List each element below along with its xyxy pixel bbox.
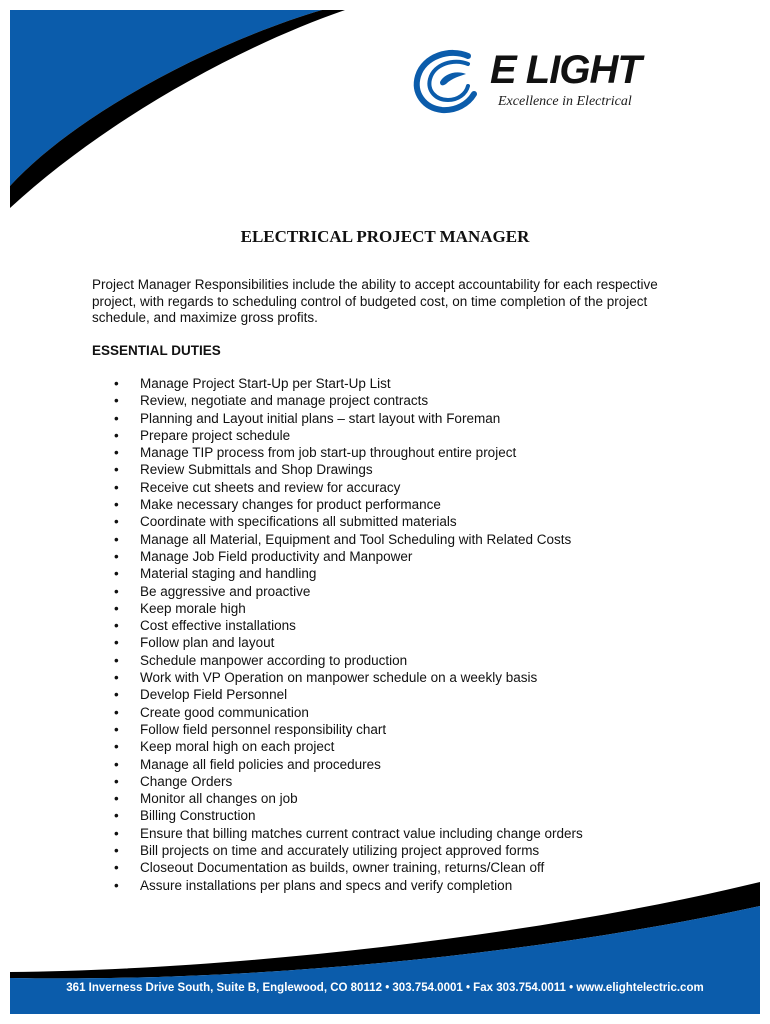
duty-text: Manage Project Start-Up per Start-Up List bbox=[140, 376, 391, 391]
duty-text: Develop Field Personnel bbox=[140, 687, 288, 703]
duty-text: Follow plan and layout bbox=[140, 635, 275, 651]
bullet: • bbox=[114, 600, 119, 616]
duty-text: Prepare project schedule bbox=[140, 427, 291, 443]
bullet: • bbox=[114, 773, 119, 789]
bullet: • bbox=[114, 721, 119, 737]
bullet: • bbox=[114, 583, 119, 599]
duty-text: Receive cut sheets and review for accuracy bbox=[140, 479, 401, 495]
duty-text: Be aggressive and proactive bbox=[140, 583, 311, 599]
duty-text: Manage Job Field productivity and Manpower bbox=[140, 548, 413, 564]
duty-text: Work with VP Operation on manpower schedule on a weekly basis bbox=[140, 670, 538, 686]
duty-text: Create good communication bbox=[140, 704, 309, 720]
duty-text: Planning and Layout initial plans – start layout with Foreman bbox=[140, 410, 501, 426]
duty-text: Review, negotiate and manage project contracts bbox=[140, 393, 429, 409]
duty-text: Ensure that billing matches current contract value including change orders bbox=[140, 825, 583, 841]
footer-band bbox=[0, 870, 770, 1024]
bullet: • bbox=[114, 566, 119, 582]
duty-text: Assure installations per plans and specs and verify completion bbox=[140, 877, 513, 893]
bullet: • bbox=[114, 479, 119, 495]
duty-text: Follow field personnel responsibility chart bbox=[140, 721, 387, 737]
duty-text: Keep moral high on each project bbox=[140, 739, 335, 755]
logo-swirl-icon bbox=[410, 46, 494, 116]
bullet: • bbox=[114, 843, 119, 859]
duty-text: Coordinate with specifications all submitted materials bbox=[140, 514, 457, 530]
page-title: ELECTRICAL PROJECT MANAGER bbox=[240, 227, 530, 246]
bullet: • bbox=[114, 376, 119, 391]
bullet: • bbox=[114, 393, 119, 409]
company-tagline: Excellence in Electrical bbox=[498, 94, 632, 109]
bullet: • bbox=[114, 808, 119, 824]
bullet: • bbox=[114, 548, 119, 564]
bullet: • bbox=[114, 791, 119, 807]
duty-text: Keep morale high bbox=[140, 600, 246, 616]
footer-contact: 361 Inverness Drive South, Suite B, Englewood, CO 80112 • 303.754.0001 • Fax 303.754.0011 • www.elightelectric.com bbox=[66, 982, 704, 994]
company-logo bbox=[410, 46, 690, 116]
bullet: • bbox=[114, 670, 119, 686]
duty-text: Change Orders bbox=[140, 773, 233, 789]
intro-paragraph: Project Manager Responsibilities include the ability to accept accountability for each respective project, with regards to scheduling control of budgeted cost, on time completion of the project schedule, and maximize gross profits. bbox=[92, 277, 658, 325]
duty-text: Cost effective installations bbox=[140, 618, 296, 634]
bullet: • bbox=[114, 756, 119, 772]
duty-text: Schedule manpower according to production bbox=[140, 652, 408, 668]
bullet: • bbox=[114, 739, 119, 755]
bullet: • bbox=[114, 860, 119, 876]
bullet: • bbox=[114, 497, 119, 513]
duty-text: Billing Construction bbox=[140, 808, 256, 824]
duty-text: Bill projects on time and accurately utilizing project approved forms bbox=[140, 843, 540, 859]
duty-text: Review Submittals and Shop Drawings bbox=[140, 462, 373, 478]
bullet: • bbox=[114, 514, 119, 530]
section-heading: ESSENTIAL DUTIES bbox=[92, 343, 221, 358]
bullet: • bbox=[114, 687, 119, 703]
duty-text: Monitor all changes on job bbox=[140, 791, 298, 807]
duty-text: Make necessary changes for product performance bbox=[140, 497, 441, 513]
bullet: • bbox=[114, 652, 119, 668]
duty-text: Manage all field policies and procedures bbox=[140, 756, 381, 772]
bullet: • bbox=[114, 618, 119, 634]
bullet: • bbox=[114, 825, 119, 841]
bullet: • bbox=[114, 427, 119, 443]
duty-text: Manage TIP process from job start-up throughout entire project bbox=[140, 445, 517, 461]
bullet: • bbox=[114, 635, 119, 651]
bullet: • bbox=[114, 531, 119, 547]
duty-text: Closeout Documentation as builds, owner training, returns/Clean off bbox=[140, 860, 545, 876]
bullet: • bbox=[114, 877, 119, 893]
bullet: • bbox=[114, 445, 119, 461]
header-swoosh bbox=[0, 0, 360, 215]
duty-text: Material staging and handling bbox=[140, 566, 317, 582]
company-name: E LIGHT bbox=[490, 48, 641, 92]
bullet: • bbox=[114, 410, 119, 426]
duty-text: Manage all Material, Equipment and Tool Scheduling with Related Costs bbox=[140, 531, 572, 547]
bullet: • bbox=[114, 704, 119, 720]
bullet: • bbox=[114, 462, 119, 478]
